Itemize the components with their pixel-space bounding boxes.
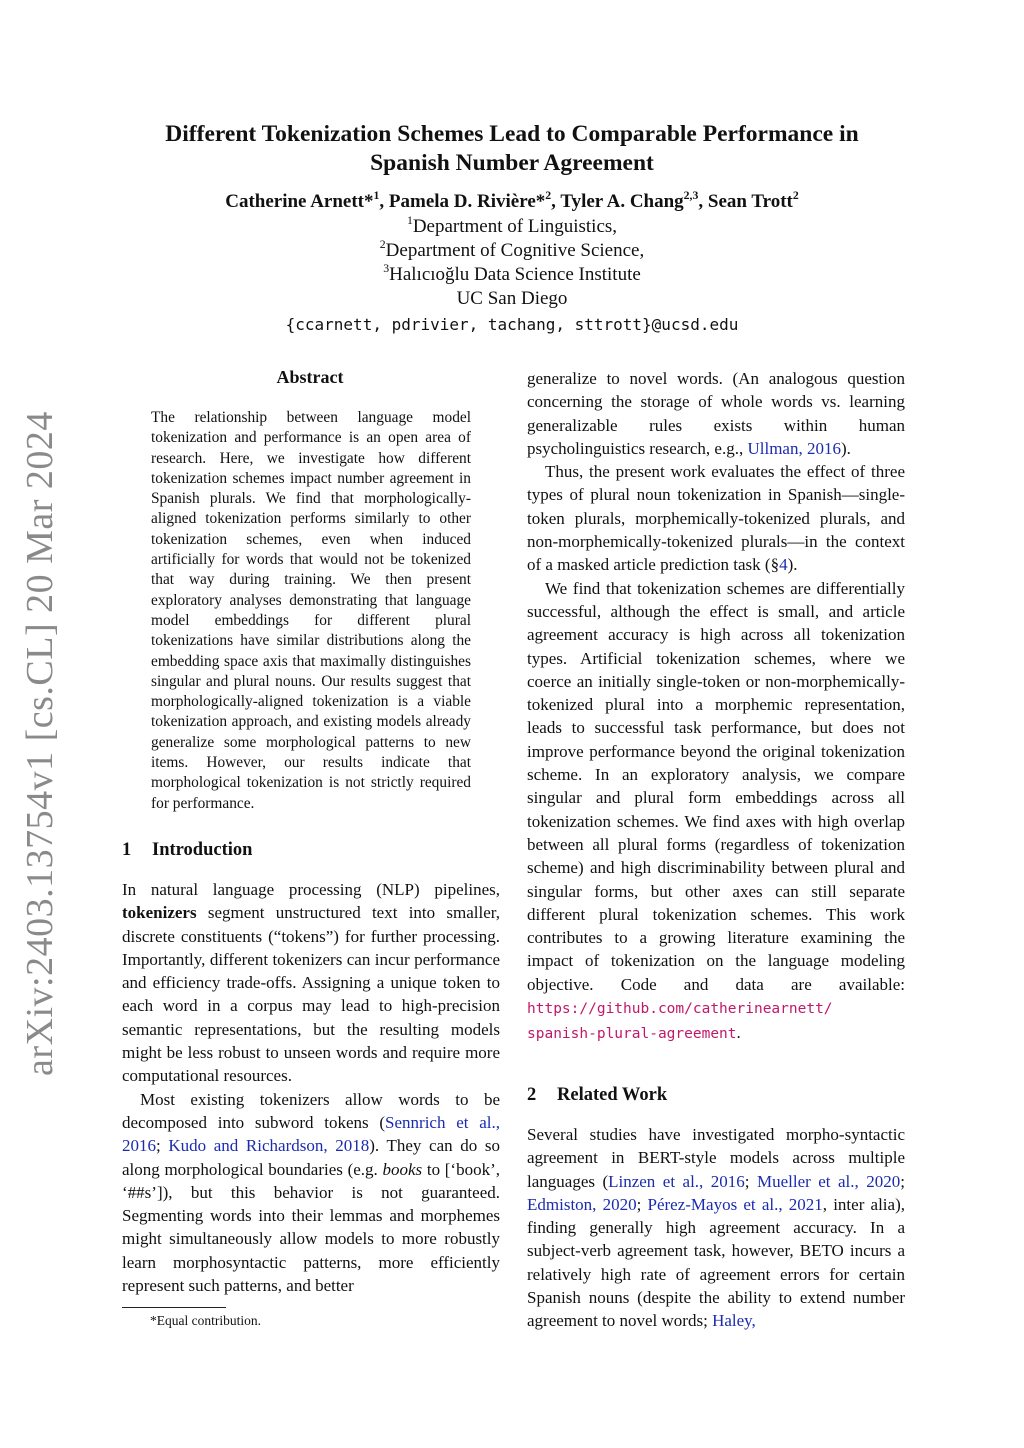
section-heading-introduction: 1 Introduction xyxy=(122,840,253,860)
code-url-link[interactable]: https://github.com/catherinearnett/ spanish-plural-agreement xyxy=(527,1001,833,1043)
title-line-2: Spanish Number Agreement xyxy=(370,150,654,176)
citation-link[interactable]: Linzen et al., 2016 xyxy=(608,1171,745,1191)
footnote: *Equal contribution. xyxy=(150,1313,261,1328)
author: Sean Trott$^2$ xyxy=(707,188,799,212)
paper-title xyxy=(100,120,924,178)
footnote-rule xyxy=(122,1307,226,1308)
body-paragraph: Thus, the present work evaluates the effect of three types of plural noun tokenization in Spanish—single-token plurals, morphemically-tokenized plurals, and non-morphemically-tokenized plurals—in the context of a masked article prediction task (§4). xyxy=(527,462,905,575)
body-paragraph: We find that tokenization schemes are differentially successful, although the effect is small, and article agreement accuracy is high across all tokenization types. Artificial tokenization schemes, where we coerce an initially single-token or non-morphemically-tokenized plural into a morphemic representation, leads to successful task performance, but does not improve performance beyond the original tokenization scheme. In an exploratory analysis, we compare singular and plural form embeddings across all tokenization schemes. We find axes with high overlap between all plural forms (regardless of tokenization scheme) and high discriminability between plural and singular forms, but other axes can still separate different plural tokenization schemes. This work contributes to a growing literature examining the impact of tokenization on the language modeling objective. Code and data are available: https://github.com/catherinearnett/ spanish-plural-agreement. xyxy=(527,578,905,1043)
citation-link[interactable]: Pérez-Mayos et al., 2021 xyxy=(647,1194,823,1214)
author-emails[interactable]: {ccarnett, pdrivier, tachang, sttrott}@ucsd.edu xyxy=(285,315,739,334)
affiliation: $^1$Department of Linguistics, xyxy=(406,213,618,237)
related-paragraph: Several studies have investigated morpho-syntactic agreement in BERT-style models across multiple languages (Linzen et al., 2016; Mueller et al., 2020; Edmiston, 2020; Pérez-Mayos et al., 2021, inter alia), finding generally high agreement accuracy. In a subject-verb agreement task, however, BETO incurs a relatively high rate of agreement errors for certain Spanish nouns (despite the ability to extend number agreement to novel words; Haley, xyxy=(527,1125,905,1331)
author: Tyler A. Chang$^{2,3}$, xyxy=(560,188,708,212)
affiliation: $^2$Department of Cognitive Science, xyxy=(379,237,645,261)
intro-paragraph: In natural language processing (NLP) pipelines, tokenizers segment unstructured text into smaller, discrete constituents (“tokens”) for further processing. Importantly, different tokenizers can incur performance and efficiency trade-offs. Assigning a unique token to each word in a corpus may lead to high-precision semantic representations, but the resulting models might be less robust to unseen words and require more computational resources. xyxy=(122,880,500,1086)
section-ref-link[interactable]: 4 xyxy=(779,555,788,575)
body-paragraph: generalize to novel words. (An analogous question concerning the storage of whole words vs. learning generalizable rules exists within human psycholinguistics research, e.g., Ullman, 2016). xyxy=(527,369,905,458)
citation-link[interactable]: Kudo and Richardson, 2018 xyxy=(168,1136,370,1156)
abstract-body xyxy=(151,408,471,814)
right-column-related xyxy=(527,1123,905,1333)
author: Catherine Arnett*$^1$, xyxy=(225,188,389,212)
section-heading-related-work: 2 Related Work xyxy=(527,1085,668,1105)
citation-link[interactable]: Ullman, 2016 xyxy=(747,438,841,458)
citation-link[interactable]: Haley, xyxy=(712,1311,756,1331)
citation-link[interactable]: Edmiston, 2020 xyxy=(527,1194,637,1214)
title-line-1: Different Tokenization Schemes Lead to Comparable Performance in xyxy=(165,121,859,147)
affiliation: $^3$Halıcıoğlu Data Science Institute xyxy=(383,261,641,285)
author: Pamela D. Rivière*$^2$, xyxy=(388,188,561,212)
citation-link[interactable]: Mueller et al., 2020 xyxy=(756,1171,901,1191)
abstract-text: The relationship between language model tokenization and performance is an open area of research. Here, we investigate how different tokenization schemes impact number agreement in Spanish plurals. We find that morphologically-aligned tokenization performs similarly to other tokenization schemes, even when induced artificially for words that would not be tokenized that way during training. We then present exploratory analyses demonstrating that language model embeddings for different plural tokenizations have similar distributions along the embedding space axis that maximally distinguishes singular and plural nouns. Our results suggest that morphologically-aligned tokenization is a viable tokenization approach, and existing models already generalize some morphological patterns to new items. However, our results indicate that morphological tokenization is not strictly required for performance. xyxy=(151,409,471,812)
author-list xyxy=(100,190,924,214)
citation-link[interactable]: Sennrich et al., 2016 xyxy=(122,1112,500,1156)
intro-paragraph: Most existing tokenizers allow words to be decomposed into subword tokens (Sennrich et al., 2016; Kudo and Richardson, 2018). They can do so along morphological boundaries (e.g. books to [‘book’, ‘##s’]), but this behavior is not guaranteed. Segmenting words into their lemmas and morphemes might simultaneously allow models to more robustly learn morphosyntactic patterns, more efficiently represent such patterns, and better xyxy=(122,1089,500,1296)
abstract-heading: Abstract xyxy=(276,367,344,387)
left-column xyxy=(122,878,500,1297)
affiliation: UC San Diego xyxy=(456,288,568,309)
right-column xyxy=(527,367,905,1047)
arxiv-side-identifier: arXiv:2403.13754v1 [cs.CL] 20 Mar 2024 xyxy=(19,411,61,1076)
